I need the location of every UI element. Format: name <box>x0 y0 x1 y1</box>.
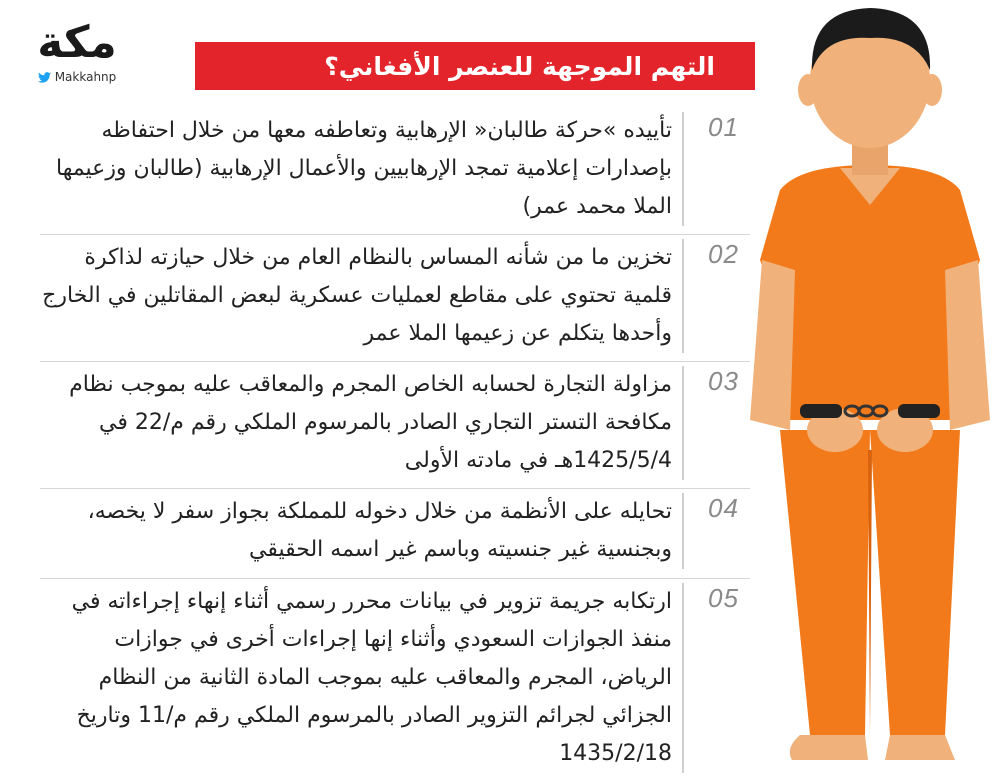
item-text: مزاولة التجارة لحسابه الخاص المجرم والمعاقب عليه بموجب نظام مكافحة التستر التجاري الصادر بالمرسوم الملكي رقم م/22 في 1425/5/4هـ في مادته الأولى <box>40 366 684 480</box>
list-item <box>40 362 750 489</box>
charges-list <box>40 108 750 766</box>
title-banner <box>195 42 755 90</box>
prisoner-illustration <box>740 0 1000 783</box>
list-item <box>40 235 750 362</box>
logo-wordmark: مكة <box>37 17 117 68</box>
item-number: 05 <box>708 583 739 613</box>
logo <box>22 18 132 88</box>
logo-handle <box>22 70 132 84</box>
item-text: تأييده »حركة طالبان« الإرهابية وتعاطفه معها من خلال احتفاظه بإصدارات إعلامية تمجد الإرهابيين والأعمال الإرهابية (طالبان وزعيمها الملا محمد عمر) <box>40 112 684 226</box>
item-number: 03 <box>708 366 739 396</box>
item-text: تحايله على الأنظمة من خلال دخوله للمملكة بجواز سفر لا يخصه، وبجنسية غير جنسيته وباسم غير اسمه الحقيقي <box>40 493 684 569</box>
item-text: ارتكابه جريمة تزوير في بيانات محرر رسمي أثناء إنهاء إجراءاته في منفذ الجوازات السعودي وأثناء إنها إجراءات أخرى في جوازات الرياض، المجرم والمعاقب عليه بموجب المادة الثانية من النظام الجزائي لجرائم التزوير الصادر بالمرسوم الملكي رقم م/11 وتاريخ 1435/2/18 <box>40 583 684 773</box>
logo-handle-text: Makkahnp <box>54 70 117 84</box>
twitter-icon <box>38 72 51 83</box>
item-number: 04 <box>708 493 739 523</box>
page-title: التهم الموجهة للعنصر الأفغاني؟ <box>324 51 715 81</box>
item-text: تخزين ما من شأنه المساس بالنظام العام من خلال حيازته لذاكرة قلمية تحتوي على مقاطع لعمليات عسكرية لبعض المقاتلين في الخارج وأحدها يتكلم عن زعيمها الملا عمر <box>40 239 684 353</box>
list-item <box>40 489 750 579</box>
list-item <box>40 108 750 235</box>
item-number: 02 <box>708 239 739 269</box>
item-number: 01 <box>708 112 739 142</box>
list-item <box>40 579 750 766</box>
